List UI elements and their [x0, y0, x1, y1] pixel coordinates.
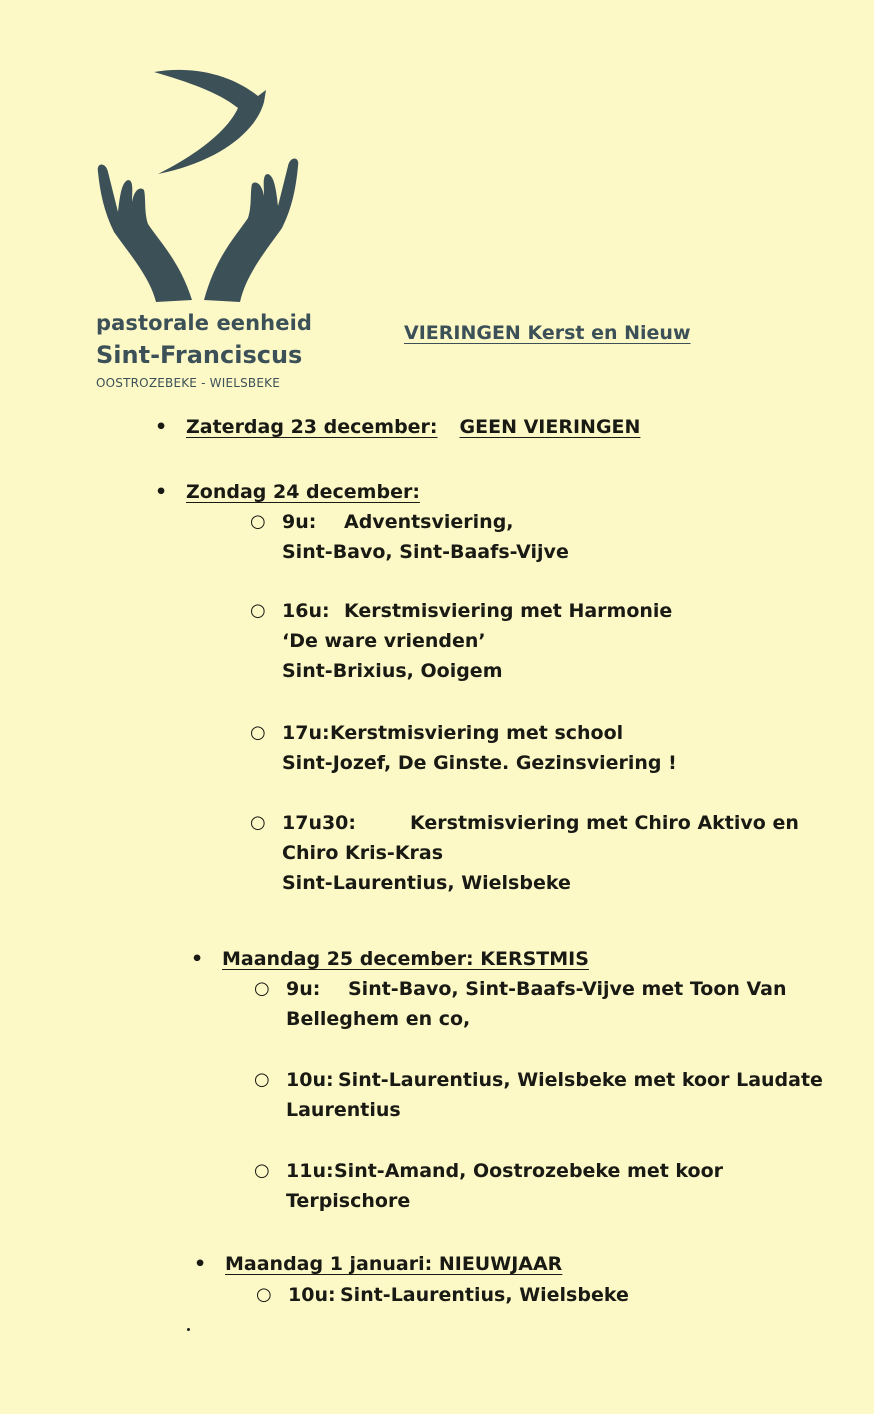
bullet-icon: •	[191, 948, 204, 970]
item-text: Sint-Laurentius, Wielsbeke	[282, 872, 571, 894]
item-text: Kerstmisviering met Harmonie	[344, 600, 673, 622]
item-text: Sint-Jozef, De Ginste. Gezinsviering !	[282, 752, 677, 774]
day-heading	[191, 948, 589, 970]
day-heading	[155, 481, 420, 503]
item-time: 16u:	[282, 600, 330, 622]
item-text: Kerstmisviering met school	[330, 722, 624, 744]
org-parish: Sint-Franciscus	[96, 341, 303, 369]
item-text: Laurentius	[286, 1099, 401, 1121]
circle-bullet-icon: ○	[250, 600, 266, 621]
circle-bullet-icon: ○	[250, 812, 266, 833]
item-text: Adventsviering,	[344, 511, 514, 533]
item-text: Kerstmisviering met Chiro Aktivo en	[410, 812, 799, 834]
item-text: Sint-Bavo, Sint-Baafs-Vijve	[282, 541, 569, 563]
bullet-icon: •	[155, 416, 168, 438]
list-item	[250, 507, 569, 567]
item-text: Sint-Laurentius, Wielsbeke met koor Laudate	[338, 1069, 823, 1091]
item-text: Terpischore	[286, 1190, 411, 1212]
circle-bullet-icon: ○	[254, 1160, 270, 1181]
list-item	[250, 596, 673, 686]
list-item	[250, 808, 799, 898]
circle-bullet-icon: ○	[254, 1069, 270, 1090]
day-note: GEEN VIERINGEN	[459, 416, 641, 438]
item-time: 9u:	[282, 511, 317, 533]
list-item	[254, 1156, 724, 1216]
item-time: 9u:	[286, 978, 321, 1000]
day-heading	[155, 416, 641, 438]
day-label: Zondag 24 december:	[186, 481, 420, 503]
day-label: Maandag 25 december: KERSTMIS	[222, 948, 589, 970]
item-time: 10u:	[288, 1284, 336, 1306]
circle-bullet-icon: ○	[250, 511, 266, 532]
circle-bullet-icon: ○	[254, 978, 270, 999]
bullet-icon: •	[194, 1253, 207, 1275]
item-text: Sint-Amand, Oostrozebeke met koor	[334, 1160, 724, 1182]
circle-bullet-icon: ○	[250, 722, 266, 743]
item-time: 11u:	[286, 1160, 334, 1182]
day-label: Zaterdag 23 december:	[186, 416, 438, 438]
item-time: 10u:	[286, 1069, 334, 1091]
org-places: OOSTROZEBEKE - WIELSBEKE	[96, 376, 281, 390]
org-name: pastorale eenheid	[96, 311, 313, 335]
day-heading	[194, 1253, 563, 1275]
circle-bullet-icon: ○	[256, 1284, 272, 1305]
item-text: Sint-Bavo, Sint-Baafs-Vijve met Toon Van	[348, 978, 787, 1000]
list-item	[256, 1280, 629, 1310]
list-item	[250, 718, 677, 778]
item-text: Sint-Laurentius, Wielsbeke	[340, 1284, 629, 1306]
list-item	[254, 974, 787, 1034]
day-label: Maandag 1 januari: NIEUWJAAR	[225, 1253, 563, 1275]
item-text: ‘De ware vrienden’	[282, 630, 486, 652]
bullet-icon: •	[155, 481, 168, 503]
item-text: Sint-Brixius, Ooigem	[282, 660, 503, 682]
scan-speck	[187, 1328, 190, 1331]
document-title: VIERINGEN Kerst en Nieuw	[404, 322, 691, 344]
item-text: Chiro Kris-Kras	[282, 842, 444, 864]
item-time: 17u:	[282, 722, 330, 744]
item-text: Belleghem en co,	[286, 1008, 471, 1030]
item-time: 17u30:	[282, 812, 357, 834]
list-item	[254, 1065, 823, 1125]
dove-hands-logo-icon	[88, 62, 308, 310]
